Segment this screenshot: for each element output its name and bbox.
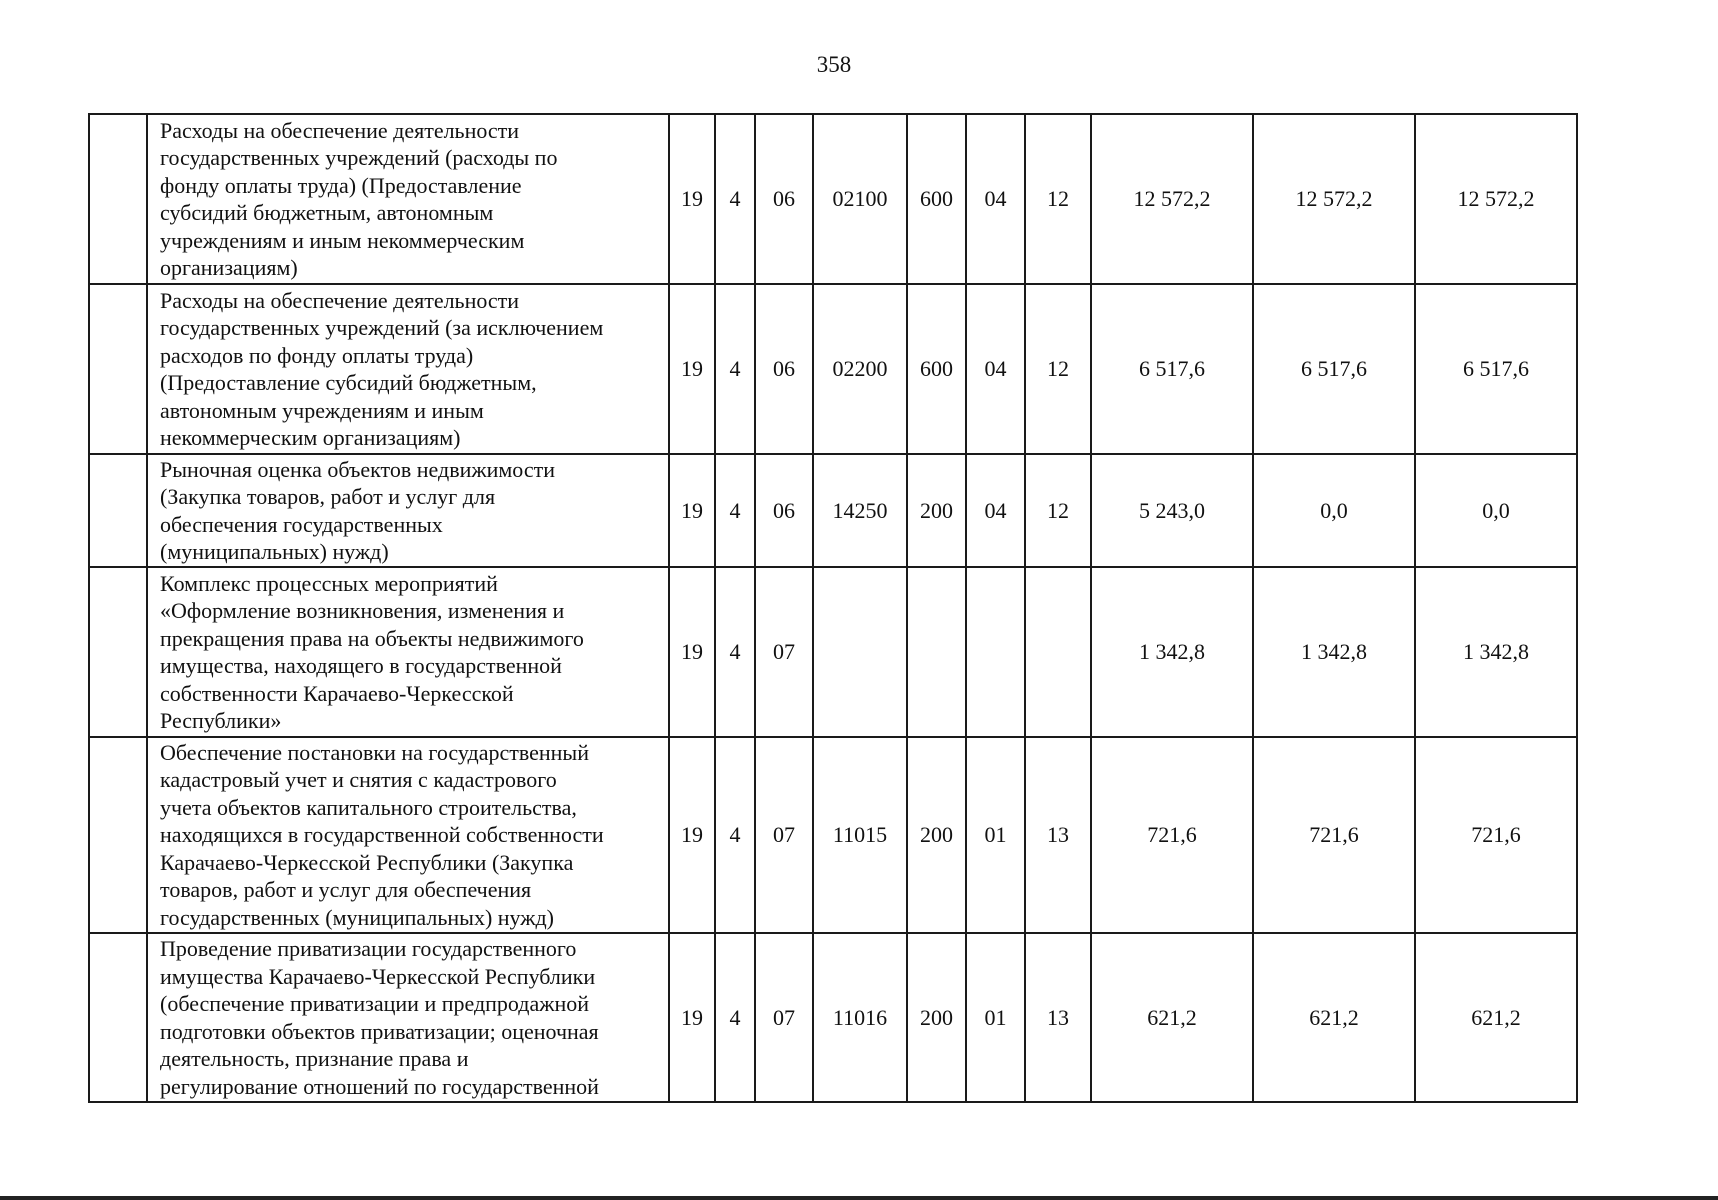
amount-cell: 5 243,0 xyxy=(1091,454,1253,567)
description-cell xyxy=(147,284,669,454)
code-cell: 02100 xyxy=(813,114,907,284)
code-cell xyxy=(907,567,966,737)
code-cell: 19 xyxy=(669,114,715,284)
code-cell: 19 xyxy=(669,737,715,933)
code-cell: 01 xyxy=(966,933,1025,1102)
table-row xyxy=(89,284,1577,454)
amount-cell: 721,6 xyxy=(1253,737,1415,933)
description-text: Комплекс процессных мероприятий «Оформление возникновения, изменения и прекращения права на объекты недвижимого имущества, находящего в государственной собственности Карачаево-Черкесской Республики» xyxy=(160,570,584,733)
code-cell: 07 xyxy=(755,933,813,1102)
table-row xyxy=(89,567,1577,737)
amount-cell: 0,0 xyxy=(1415,454,1577,567)
budget-table xyxy=(88,113,1578,1103)
amount-cell: 1 342,8 xyxy=(1415,567,1577,737)
table-row xyxy=(89,933,1577,1102)
description-cell xyxy=(147,737,669,933)
code-cell: 02200 xyxy=(813,284,907,454)
amount-cell: 721,6 xyxy=(1415,737,1577,933)
code-cell: 19 xyxy=(669,454,715,567)
amount-cell: 12 572,2 xyxy=(1415,114,1577,284)
amount-cell: 621,2 xyxy=(1415,933,1577,1102)
code-cell: 07 xyxy=(755,567,813,737)
code-cell: 13 xyxy=(1025,933,1091,1102)
amount-cell: 12 572,2 xyxy=(1253,114,1415,284)
description-text: Рыночная оценка объектов недвижимости (Закупка товаров, работ и услуг для обеспечения государственных (муниципальных) нужд) xyxy=(160,456,555,564)
description-text: Расходы на обеспечение деятельности государственных учреждений (за исключением расходов по фонду оплаты труда) (Предоставление субсидий бюджетным, автономным учреждениям и иным некоммерческим организациям) xyxy=(160,287,604,450)
code-cell: 12 xyxy=(1025,114,1091,284)
code-cell: 06 xyxy=(755,284,813,454)
code-cell xyxy=(813,567,907,737)
code-cell: 4 xyxy=(715,454,755,567)
code-cell: 4 xyxy=(715,567,755,737)
code-cell: 4 xyxy=(715,933,755,1102)
code-cell: 06 xyxy=(755,114,813,284)
page-number: 358 xyxy=(816,52,852,77)
amount-cell: 12 572,2 xyxy=(1091,114,1253,284)
description-text: Обеспечение постановки на государственный кадастровый учет и снятия с кадастрового учета объектов капитального строительства, находящихся в государственной собственности Карачаево-Черкесской Республики (Закупка товаров, работ и услуг для обеспечения государственных (муниципальных) нужд) xyxy=(160,739,604,930)
row-number-cell xyxy=(89,737,147,933)
code-cell: 600 xyxy=(907,114,966,284)
code-cell: 04 xyxy=(966,284,1025,454)
row-number-cell xyxy=(89,567,147,737)
description-text: Проведение приватизации государственного имущества Карачаево-Черкесской Республики (обеспечение приватизации и предпродажной подготовки объектов приватизации; оценочная деятельность, признание права и регулирование отношений по государственной xyxy=(160,936,599,1099)
amount-cell: 6 517,6 xyxy=(1415,284,1577,454)
row-number-cell xyxy=(89,454,147,567)
code-cell: 200 xyxy=(907,933,966,1102)
code-cell: 04 xyxy=(966,454,1025,567)
amount-cell: 6 517,6 xyxy=(1253,284,1415,454)
code-cell: 19 xyxy=(669,567,715,737)
amount-cell: 1 342,8 xyxy=(1253,567,1415,737)
description-cell xyxy=(147,454,669,567)
row-number-cell xyxy=(89,114,147,284)
code-cell: 19 xyxy=(669,284,715,454)
code-cell xyxy=(1025,567,1091,737)
amount-cell: 1 342,8 xyxy=(1091,567,1253,737)
description-text: Расходы на обеспечение деятельности государственных учреждений (расходы по фонду оплаты труда) (Предоставление субсидий бюджетным, автономным учреждениям и иным некоммерческим организациям) xyxy=(160,117,558,280)
code-cell: 11015 xyxy=(813,737,907,933)
description-cell xyxy=(147,933,669,1102)
table-row xyxy=(89,737,1577,933)
code-cell: 4 xyxy=(715,737,755,933)
code-cell: 12 xyxy=(1025,284,1091,454)
table-row xyxy=(89,454,1577,567)
table-row xyxy=(89,114,1577,284)
code-cell: 11016 xyxy=(813,933,907,1102)
code-cell: 19 xyxy=(669,933,715,1102)
code-cell: 13 xyxy=(1025,737,1091,933)
amount-cell: 0,0 xyxy=(1253,454,1415,567)
code-cell: 12 xyxy=(1025,454,1091,567)
code-cell: 14250 xyxy=(813,454,907,567)
code-cell: 4 xyxy=(715,284,755,454)
row-number-cell xyxy=(89,284,147,454)
description-cell xyxy=(147,567,669,737)
code-cell: 01 xyxy=(966,737,1025,933)
scan-edge-rule xyxy=(0,1196,1718,1200)
code-cell xyxy=(966,567,1025,737)
code-cell: 4 xyxy=(715,114,755,284)
amount-cell: 6 517,6 xyxy=(1091,284,1253,454)
code-cell: 04 xyxy=(966,114,1025,284)
row-number-cell xyxy=(89,933,147,1102)
description-cell xyxy=(147,114,669,284)
amount-cell: 721,6 xyxy=(1091,737,1253,933)
amount-cell: 621,2 xyxy=(1091,933,1253,1102)
code-cell: 06 xyxy=(755,454,813,567)
code-cell: 200 xyxy=(907,737,966,933)
amount-cell: 621,2 xyxy=(1253,933,1415,1102)
code-cell: 600 xyxy=(907,284,966,454)
code-cell: 07 xyxy=(755,737,813,933)
code-cell: 200 xyxy=(907,454,966,567)
